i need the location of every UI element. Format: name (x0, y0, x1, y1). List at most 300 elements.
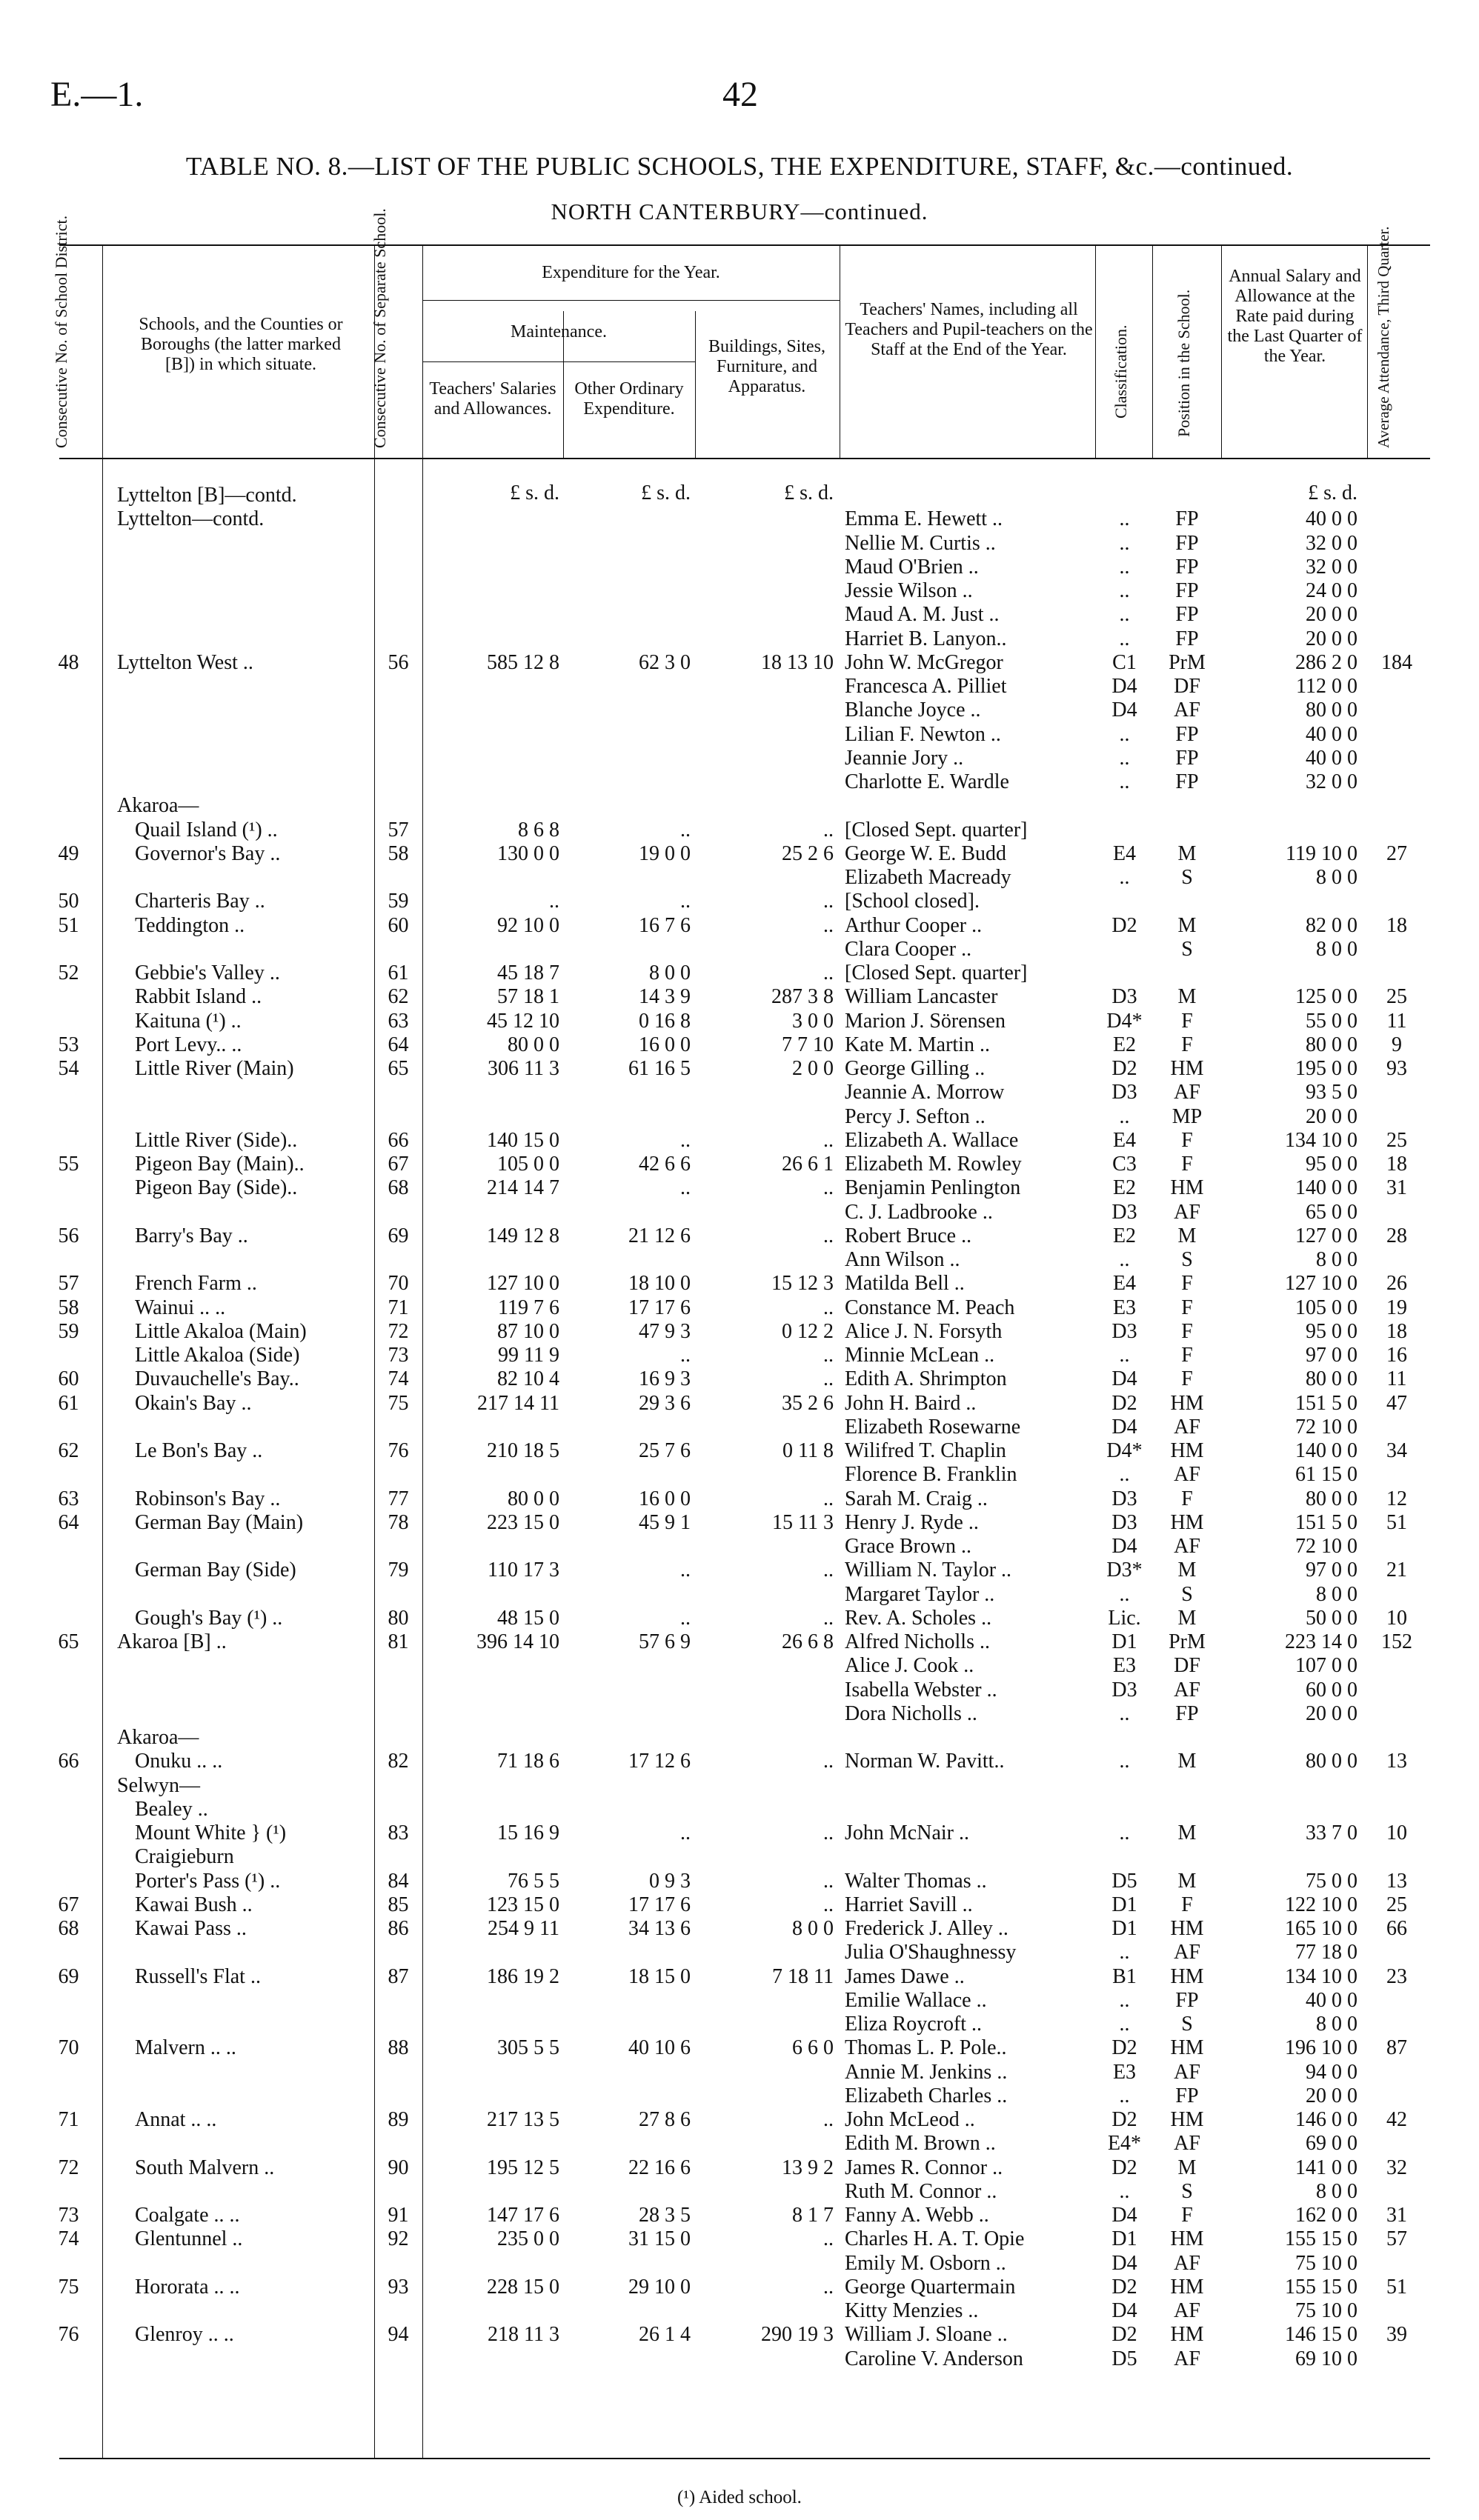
buildings-cell: .. (823, 1893, 834, 1916)
school-no-cell: 84 (388, 1869, 409, 1893)
position-cell: HM (1170, 2036, 1204, 2060)
annual-salary-cell: 141 0 0 (1295, 2156, 1357, 2179)
teacher-name-cell: John W. McGregor (845, 650, 1003, 674)
other-expenditure-cell: 16 0 0 (639, 1487, 691, 1510)
district-no-cell: 63 (58, 1487, 79, 1510)
teacher-name-cell: Elizabeth M. Rowley (845, 1153, 1022, 1176)
position-cell: M (1177, 1559, 1197, 1582)
district-no-cell: 57 (58, 1272, 79, 1296)
position-cell: S (1181, 2013, 1193, 2036)
other-expenditure-cell: 29 3 6 (639, 1391, 691, 1415)
other-expenditure-cell: 22 16 6 (628, 2156, 691, 2179)
attendance-cell: 31 (1386, 1176, 1407, 1200)
district-no-cell: 56 (58, 1224, 79, 1247)
header-classification: Classification. (1111, 324, 1130, 419)
other-expenditure-cell: 21 12 6 (628, 1224, 691, 1247)
annual-salary-cell: 20 0 0 (1306, 1104, 1357, 1128)
buildings-cell: 18 13 10 (761, 650, 834, 674)
unit-label: £ s. d. (641, 481, 691, 504)
annual-salary-cell: 8 0 0 (1316, 2179, 1357, 2203)
attendance-cell: 27 (1386, 841, 1407, 865)
annual-salary-cell: 20 0 0 (1306, 627, 1357, 650)
teacher-name-cell: Maud O'Brien .. (845, 555, 979, 579)
annual-salary-cell: 75 10 0 (1295, 2251, 1357, 2275)
annual-salary-cell: 119 10 0 (1286, 841, 1357, 865)
other-expenditure-cell: .. (680, 1559, 691, 1582)
position-cell: AF (1174, 2060, 1200, 2084)
position-cell: M (1177, 1750, 1197, 1773)
classification-cell: B1 (1112, 1964, 1137, 1988)
attendance-cell: 42 (1386, 2108, 1407, 2131)
other-expenditure-cell: .. (680, 818, 691, 841)
teachers-salaries-cell: 92 10 0 (497, 913, 559, 937)
position-cell: HM (1170, 1391, 1204, 1415)
buildings-cell: 2 0 0 (792, 1057, 834, 1080)
school-name-cell: Duvauchelle's Bay.. (135, 1367, 299, 1391)
classification-cell: .. (1119, 2013, 1130, 2036)
teachers-salaries-cell: .. (549, 890, 559, 913)
district-no-cell: 76 (58, 2323, 79, 2347)
attendance-cell: 21 (1386, 1559, 1407, 1582)
other-expenditure-cell: .. (680, 1606, 691, 1630)
classification-cell: D4* (1106, 1009, 1143, 1033)
school-no-cell: 88 (388, 2036, 409, 2060)
other-expenditure-cell: .. (680, 1821, 691, 1844)
buildings-cell: .. (823, 818, 834, 841)
teacher-name-cell: Eliza Roycroft .. (845, 2013, 983, 2036)
teachers-salaries-cell: 87 10 0 (497, 1319, 559, 1343)
teachers-salaries-cell: 48 15 0 (497, 1606, 559, 1630)
buildings-cell: 35 2 6 (782, 1391, 834, 1415)
buildings-cell: .. (823, 1559, 834, 1582)
classification-cell: D2 (1111, 913, 1137, 937)
school-no-cell: 58 (388, 841, 409, 865)
school-no-cell: 87 (388, 1964, 409, 1988)
position-cell: FP (1175, 507, 1199, 531)
teacher-name-cell: Jeannie Jory .. (845, 746, 964, 770)
teacher-name-cell: Dora Nicholls .. (845, 1701, 977, 1725)
attendance-cell: 34 (1386, 1439, 1407, 1462)
teacher-name-cell: Clara Cooper .. (845, 937, 972, 961)
district-no-cell: 66 (58, 1750, 79, 1773)
page-code: E.—1. (50, 75, 144, 114)
buildings-cell: .. (823, 1606, 834, 1630)
annual-salary-cell: 8 0 0 (1316, 2013, 1357, 2036)
attendance-cell: 13 (1386, 1869, 1407, 1893)
school-name-cell: Teddington .. (135, 913, 245, 937)
annual-salary-cell: 55 0 0 (1306, 1009, 1357, 1033)
school-no-cell: 78 (388, 1510, 409, 1534)
school-no-cell: 68 (388, 1176, 409, 1200)
other-expenditure-cell: 17 12 6 (628, 1750, 691, 1773)
annual-salary-cell: 80 0 0 (1306, 1487, 1357, 1510)
annual-salary-cell: 196 10 0 (1285, 2036, 1357, 2060)
teacher-name-cell: [Closed Sept. quarter] (845, 961, 1028, 984)
buildings-cell: .. (823, 1344, 834, 1367)
classification-cell: D1 (1111, 2227, 1137, 2251)
classification-cell: D3 (1111, 1200, 1137, 1224)
classification-cell: E2 (1112, 1033, 1137, 1056)
buildings-cell: .. (823, 1750, 834, 1773)
classification-cell: D4 (1111, 699, 1137, 722)
teachers-salaries-cell: 105 0 0 (497, 1153, 559, 1176)
teacher-name-cell: Emilie Wallace .. (845, 1988, 987, 2012)
teachers-salaries-cell: 57 18 1 (497, 985, 559, 1009)
unit-label: £ s. d. (784, 481, 834, 504)
classification-cell: D2 (1111, 2156, 1137, 2179)
teacher-name-cell: James R. Connor .. (845, 2156, 1003, 2179)
annual-salary-cell: 8 0 0 (1316, 1582, 1357, 1606)
other-expenditure-cell: 16 9 3 (639, 1367, 691, 1391)
buildings-cell: 26 6 8 (782, 1630, 834, 1653)
school-name-cell: Barry's Bay .. (135, 1224, 248, 1247)
teacher-name-cell: James Dawe .. (845, 1964, 965, 1988)
teachers-salaries-cell: 585 12 8 (487, 650, 559, 674)
teacher-name-cell: Lilian F. Newton .. (845, 722, 1001, 746)
attendance-cell: 19 (1386, 1296, 1407, 1319)
attendance-cell: 152 (1381, 1630, 1412, 1653)
school-no-cell: 82 (388, 1750, 409, 1773)
teacher-name-cell: Walter Thomas .. (845, 1869, 987, 1893)
annual-salary-cell: 77 18 0 (1295, 1941, 1357, 1964)
teachers-salaries-cell: 45 12 10 (487, 1009, 559, 1033)
classification-cell: D2 (1111, 2323, 1137, 2347)
school-name-cell: Lyttelton [B]—contd. (117, 484, 297, 507)
teacher-name-cell: Charlotte E. Wardle (845, 770, 1009, 793)
buildings-cell: .. (823, 1367, 834, 1391)
district-no-cell: 58 (58, 1296, 79, 1319)
header-bottom-rule (59, 458, 1430, 459)
annual-salary-cell: 82 0 0 (1306, 913, 1357, 937)
annual-salary-cell: 75 0 0 (1306, 1869, 1357, 1893)
attendance-cell: 11 (1386, 1009, 1407, 1033)
position-cell: M (1177, 1869, 1197, 1893)
classification-cell: E4 (1112, 841, 1137, 865)
teacher-name-cell: Emily M. Osborn .. (845, 2251, 1006, 2275)
teacher-name-cell: Maud A. M. Just .. (845, 603, 1000, 627)
teachers-salaries-cell: 223 15 0 (487, 1510, 559, 1534)
buildings-cell: .. (823, 2227, 834, 2251)
school-name-cell: Russell's Flat .. (135, 1964, 261, 1988)
buildings-cell: .. (823, 1296, 834, 1319)
attendance-cell: 93 (1386, 1057, 1407, 1080)
classification-cell: Lic. (1108, 1606, 1141, 1630)
header-annual-salary: Annual Salary and Allowance at the Rate paid during the Last Quarter of the Year. (1227, 267, 1363, 366)
school-name-cell: Governor's Bay .. (135, 841, 281, 865)
header-schools: Schools, and the Counties or Boroughs (the latter marked [B]) in which situate. (139, 315, 343, 374)
position-cell: MP (1171, 1104, 1203, 1128)
school-no-cell: 59 (388, 890, 409, 913)
district-no-cell: 61 (58, 1391, 79, 1415)
school-name-cell: Charteris Bay .. (135, 890, 265, 913)
annual-salary-cell: 80 0 0 (1306, 699, 1357, 722)
other-expenditure-cell: .. (680, 890, 691, 913)
annual-salary-cell: 69 10 0 (1295, 2347, 1357, 2370)
annual-salary-cell: 20 0 0 (1306, 1701, 1357, 1725)
teacher-name-cell: Margaret Taylor .. (845, 1582, 995, 1606)
teacher-name-cell: Matilda Bell .. (845, 1272, 965, 1296)
annual-salary-cell: 8 0 0 (1316, 866, 1357, 889)
annual-salary-cell: 69 0 0 (1306, 2132, 1357, 2156)
teacher-name-cell: Rev. A. Scholes .. (845, 1606, 992, 1630)
buildings-cell: .. (823, 2108, 834, 2131)
teachers-salaries-cell: 123 15 0 (487, 1893, 559, 1916)
annual-salary-cell: 24 0 0 (1306, 579, 1357, 602)
buildings-cell: .. (823, 890, 834, 913)
school-no-cell: 65 (388, 1057, 409, 1080)
position-cell: AF (1174, 2347, 1200, 2370)
classification-cell: .. (1119, 1701, 1130, 1725)
annual-salary-cell: 107 0 0 (1295, 1654, 1357, 1678)
attendance-cell: 12 (1386, 1487, 1407, 1510)
teachers-salaries-cell: 119 7 6 (498, 1296, 559, 1319)
school-no-cell: 63 (388, 1009, 409, 1033)
classification-cell: .. (1119, 746, 1130, 770)
classification-cell: D3 (1111, 1319, 1137, 1343)
teacher-name-cell: Grace Brown .. (845, 1535, 972, 1558)
school-no-cell: 79 (388, 1559, 409, 1582)
classification-cell: .. (1119, 1463, 1130, 1487)
other-expenditure-cell: 0 16 8 (639, 1009, 691, 1033)
header-teachers-salaries: Teachers' Salaries and Allowances. (429, 379, 556, 419)
classification-cell: E2 (1112, 1176, 1137, 1200)
classification-cell: .. (1119, 627, 1130, 650)
position-cell: FP (1175, 627, 1199, 650)
annual-salary-cell: 134 10 0 (1285, 1964, 1357, 1988)
attendance-cell: 87 (1386, 2036, 1407, 2060)
school-no-cell: 69 (388, 1224, 409, 1247)
teacher-name-cell: Elizabeth Rosewarne (845, 1415, 1021, 1439)
teachers-salaries-cell: 217 13 5 (487, 2108, 559, 2131)
attendance-cell: 26 (1386, 1272, 1407, 1296)
district-no-cell: 65 (58, 1630, 79, 1653)
annual-salary-cell: 72 10 0 (1295, 1415, 1357, 1439)
annual-salary-cell: 40 0 0 (1306, 507, 1357, 531)
school-name-cell: Quail Island (¹) .. (135, 818, 278, 841)
position-cell: F (1181, 1033, 1193, 1056)
buildings-cell: 15 11 3 (772, 1510, 834, 1534)
school-name-cell: Gebbie's Valley .. (135, 961, 280, 984)
annual-salary-cell: 80 0 0 (1306, 1750, 1357, 1773)
annual-salary-cell: 162 0 0 (1295, 2204, 1357, 2227)
position-cell: HM (1170, 2108, 1204, 2131)
position-cell: F (1181, 1009, 1193, 1033)
district-no-cell: 75 (58, 2275, 79, 2299)
annual-salary-cell: 80 0 0 (1306, 1367, 1357, 1391)
col-divider (1367, 244, 1368, 458)
position-cell: M (1177, 2156, 1197, 2179)
other-expenditure-cell: .. (680, 1128, 691, 1152)
annual-salary-cell: 40 0 0 (1306, 722, 1357, 746)
district-no-cell: 52 (58, 961, 79, 984)
classification-cell: D3* (1106, 1559, 1143, 1582)
classification-cell: D4 (1111, 1415, 1137, 1439)
district-no-cell: 64 (58, 1510, 79, 1534)
annual-salary-cell: 32 0 0 (1306, 770, 1357, 793)
annual-salary-cell: 32 0 0 (1306, 531, 1357, 555)
annual-salary-cell: 33 7 0 (1306, 1821, 1357, 1844)
teachers-salaries-cell: 195 12 5 (487, 2156, 559, 2179)
teacher-name-cell: Annie M. Jenkins .. (845, 2060, 1008, 2084)
teacher-name-cell: Frederick J. Alley .. (845, 1917, 1008, 1940)
header-maintenance: Maintenance. (511, 322, 607, 341)
teacher-name-cell: John H. Baird .. (845, 1391, 977, 1415)
other-expenditure-cell: 25 7 6 (639, 1439, 691, 1462)
teacher-name-cell: Alice J. N. Forsyth (845, 1319, 1003, 1343)
school-no-cell: 89 (388, 2108, 409, 2131)
annual-salary-cell: 93 5 0 (1306, 1081, 1357, 1104)
attendance-cell: 18 (1386, 913, 1407, 937)
district-no-cell: 69 (58, 1964, 79, 1988)
position-cell: F (1181, 1272, 1193, 1296)
position-cell: FP (1175, 722, 1199, 746)
classification-cell: .. (1119, 1582, 1130, 1606)
school-name-cell: Akaroa— (117, 1726, 199, 1749)
annual-salary-cell: 125 0 0 (1295, 985, 1357, 1009)
school-name-cell: Annat .. .. (135, 2108, 217, 2131)
annual-salary-cell: 140 0 0 (1295, 1439, 1357, 1462)
teachers-salaries-cell: 130 0 0 (497, 841, 559, 865)
position-cell: S (1181, 1582, 1193, 1606)
buildings-cell: 8 0 0 (792, 1917, 834, 1940)
annual-salary-cell: 140 0 0 (1295, 1176, 1357, 1200)
annual-salary-cell: 146 0 0 (1295, 2108, 1357, 2131)
school-name-cell: South Malvern .. (135, 2156, 275, 2179)
classification-cell: D2 (1111, 2108, 1137, 2131)
attendance-cell: 16 (1386, 1344, 1407, 1367)
teacher-name-cell: Alfred Nicholls .. (845, 1630, 990, 1653)
teachers-salaries-cell: 305 5 5 (497, 2036, 559, 2060)
teacher-name-cell: George Quartermain (845, 2275, 1016, 2299)
teacher-name-cell: Norman W. Pavitt.. (845, 1750, 1005, 1773)
teachers-salaries-cell: 45 18 7 (497, 961, 559, 984)
other-expenditure-cell: 31 15 0 (628, 2227, 691, 2251)
classification-cell: .. (1119, 770, 1130, 793)
annual-salary-cell: 134 10 0 (1285, 1128, 1357, 1152)
attendance-cell: 11 (1386, 1367, 1407, 1391)
classification-cell: E3 (1112, 1296, 1137, 1319)
teachers-salaries-cell: 140 15 0 (487, 1128, 559, 1152)
buildings-cell: .. (823, 1487, 834, 1510)
other-expenditure-cell: 17 17 6 (628, 1296, 691, 1319)
buildings-cell: 13 9 2 (782, 2156, 834, 2179)
district-no-cell: 55 (58, 1153, 79, 1176)
school-no-cell: 57 (388, 818, 409, 841)
classification-cell: D3 (1111, 1487, 1137, 1510)
classification-cell: C3 (1112, 1153, 1137, 1176)
position-cell: FP (1175, 603, 1199, 627)
teacher-name-cell: Harriet B. Lanyon.. (845, 627, 1007, 650)
school-no-cell: 71 (388, 1296, 409, 1319)
school-name-cell: German Bay (Side) (135, 1559, 296, 1582)
attendance-cell: 13 (1386, 1750, 1407, 1773)
teachers-salaries-cell: 254 9 11 (488, 1917, 559, 1940)
annual-salary-cell: 72 10 0 (1295, 1535, 1357, 1558)
classification-cell: E2 (1112, 1224, 1137, 1247)
classification-cell: .. (1119, 1750, 1130, 1773)
buildings-cell: 0 12 2 (782, 1319, 834, 1343)
district-no-cell: 70 (58, 2036, 79, 2060)
other-expenditure-cell: 47 9 3 (639, 1319, 691, 1343)
position-cell: AF (1174, 1941, 1200, 1964)
teacher-name-cell: John McNair .. (845, 1821, 969, 1844)
school-name-cell: Kaituna (¹) .. (135, 1009, 242, 1033)
school-no-cell: 81 (388, 1630, 409, 1653)
unit-label: £ s. d. (510, 481, 559, 504)
school-no-cell: 56 (388, 650, 409, 674)
classification-cell: E4* (1107, 2132, 1142, 2156)
position-cell: AF (1174, 2132, 1200, 2156)
annual-salary-cell: 95 0 0 (1306, 1153, 1357, 1176)
school-name-cell: French Farm .. (135, 1272, 257, 1296)
teacher-name-cell: Ruth M. Connor .. (845, 2179, 997, 2203)
position-cell: F (1181, 1893, 1193, 1916)
annual-salary-cell: 97 0 0 (1306, 1559, 1357, 1582)
position-cell: AF (1174, 2299, 1200, 2322)
school-name-cell: Coalgate .. .. (135, 2204, 240, 2227)
classification-cell: .. (1119, 866, 1130, 889)
school-name-cell: Glentunnel .. (135, 2227, 243, 2251)
classification-cell: D2 (1111, 1391, 1137, 1415)
other-expenditure-cell: 17 17 6 (628, 1893, 691, 1916)
school-no-cell: 61 (388, 961, 409, 984)
classification-cell: D5 (1111, 2347, 1137, 2370)
annual-salary-cell: 112 0 0 (1296, 675, 1357, 698)
header-position: Position in the School. (1174, 289, 1193, 437)
attendance-cell: 31 (1386, 2204, 1407, 2227)
teacher-name-cell: Florence B. Franklin (845, 1463, 1017, 1487)
district-no-cell: 54 (58, 1057, 79, 1080)
footnote: (¹) Aided school. (677, 2487, 802, 2507)
teacher-name-cell: Harriet Savill .. (845, 1893, 973, 1916)
other-expenditure-cell: 29 10 0 (628, 2275, 691, 2299)
teachers-salaries-cell: 186 19 2 (487, 1964, 559, 1988)
school-no-cell: 67 (388, 1153, 409, 1176)
buildings-cell: .. (823, 1224, 834, 1247)
position-cell: HM (1170, 2323, 1204, 2347)
teacher-name-cell: C. J. Ladbrooke .. (845, 1200, 993, 1224)
attendance-cell: 10 (1386, 1821, 1407, 1844)
teachers-salaries-cell: 76 5 5 (508, 1869, 559, 1893)
teacher-name-cell: Caroline V. Anderson (845, 2347, 1023, 2370)
position-cell: S (1181, 2179, 1193, 2203)
teacher-name-cell: Francesca A. Pilliet (845, 675, 1007, 698)
attendance-cell: 51 (1386, 2275, 1407, 2299)
school-no-cell: 73 (388, 1344, 409, 1367)
buildings-cell: .. (823, 2275, 834, 2299)
position-cell: FP (1175, 555, 1199, 579)
position-cell: HM (1170, 1964, 1204, 1988)
attendance-cell: 51 (1386, 1510, 1407, 1534)
position-cell: M (1177, 1224, 1197, 1247)
classification-cell: .. (1119, 1821, 1130, 1844)
school-no-cell: 70 (388, 1272, 409, 1296)
annual-salary-cell: 75 10 0 (1295, 2299, 1357, 2322)
district-no-cell: 50 (58, 890, 79, 913)
position-cell: FP (1175, 770, 1199, 793)
other-expenditure-cell: 45 9 1 (639, 1510, 691, 1534)
annual-salary-cell: 97 0 0 (1306, 1344, 1357, 1367)
header-top-rule (59, 244, 1430, 246)
header-other-expenditure: Other Ordinary Expenditure. (574, 379, 684, 419)
position-cell: M (1177, 985, 1197, 1009)
position-cell: M (1177, 841, 1197, 865)
teachers-salaries-cell: 147 17 6 (487, 2204, 559, 2227)
school-name-cell: Bealey .. (135, 1797, 208, 1821)
classification-cell: D5 (1111, 1869, 1137, 1893)
school-name-cell: Pigeon Bay (Main).. (135, 1153, 305, 1176)
teacher-name-cell: Isabella Webster .. (845, 1678, 997, 1701)
